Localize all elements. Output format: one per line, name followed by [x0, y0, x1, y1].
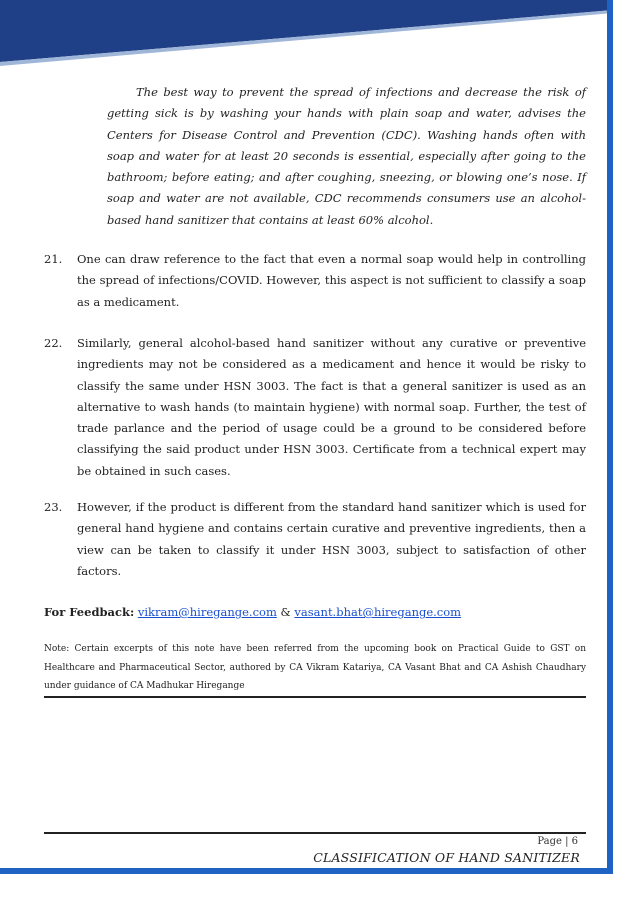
source-note: Note: Certain excerpts of this note have been referred from the upcoming book on Practical Guide to GST on Healthcare and Pharmaceutical Sector, authored by CA Vikram Katariya, CA Vasant Bhat and CA Ashish Chaudhary under guidance of CA Madhukar Hiregange	[44, 644, 586, 691]
paragraph-22	[44, 333, 586, 482]
bottom-page-border	[0, 868, 613, 874]
feedback-line	[44, 602, 586, 622]
email-separator: &	[280, 605, 291, 619]
footer-title: CLASSIFICATION OF HAND SANITIZER	[313, 850, 580, 865]
header-decoration	[0, 0, 638, 70]
feedback-label: For Feedback:	[44, 605, 135, 619]
paragraph-number: 23.	[44, 500, 63, 514]
header-navy-band	[0, 0, 613, 62]
note-divider	[44, 696, 586, 698]
paragraph-23	[44, 497, 586, 582]
right-page-border	[607, 0, 613, 874]
email-link-vikram[interactable]: vikram@hiregange.com	[137, 605, 277, 619]
paragraph-21	[44, 249, 586, 313]
footer-divider	[44, 832, 586, 834]
email-link-vasant[interactable]: vasant.bhat@hiregange.com	[294, 605, 462, 619]
paragraph-text: Similarly, general alcohol-based hand sanitizer without any curative or preventive ingredients may not be considered as a medicament and hence it would be risky to classify the same under HSN 3003. The fact is that a general sanitizer is used as an alternative to wash hands (to maintain hygiene) with normal soap. Further, the test of trade parlance and the period of usage could be a ground to be considered before classifying the said product under HSN 3003. Certificate from a technical expert may be obtained in such cases.	[77, 336, 586, 478]
paragraph-number: 21.	[44, 252, 63, 266]
cdc-quote: The best way to prevent the spread of infections and decrease the risk of getting sick is by washing your hands with plain soap and water, advises the Centers for Disease Control and Prevention (CDC). Washing hands often with soap and water for at least 20 seconds is essential, especially after going to the bathroom; before eating; and after coughing, sneezing, or blowing one’s nose. If soap and water are not available, CDC recommends consumers use an alcohol-based hand sanitizer that contains at least 60% alcohol.	[107, 85, 586, 227]
paragraph-text: However, if the product is different from the standard hand sanitizer which is used for general hand hygiene and contains certain curative and preventive ingredients, then a view can be taken to classify it under HSN 3003, subject to satisfaction of other factors.	[77, 500, 586, 578]
paragraph-text: One can draw reference to the fact that even a normal soap would help in controlling the spread of infections/COVID. However, this aspect is not sufficient to classify a soap as a medicament.	[77, 252, 586, 309]
page-number: Page | 6	[537, 836, 578, 847]
paragraph-number: 22.	[44, 336, 63, 350]
